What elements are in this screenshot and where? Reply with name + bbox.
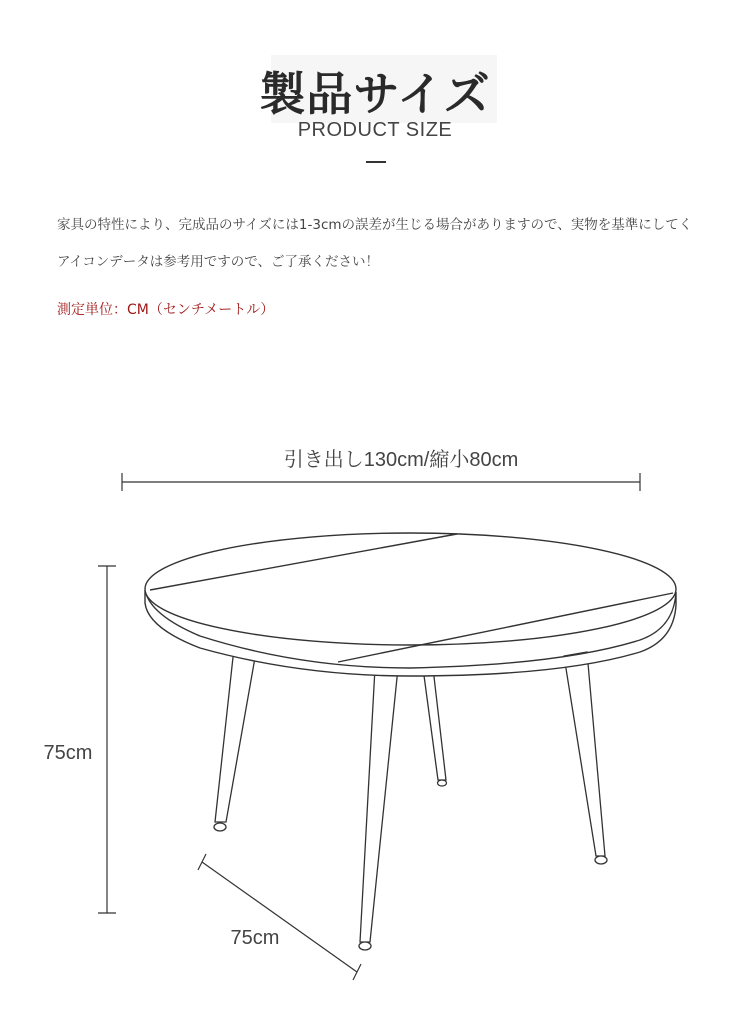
height-label: 75cm [43,742,93,764]
leg-front-right [564,652,605,856]
leg-front-left [215,648,256,822]
table-top [145,533,676,676]
unit-note: 測定単位：CM（センチメートル） [57,302,275,318]
disclaimer-text-1: 家具の特性により、完成品のサイズには1-3cmの誤差が生じる場合がありますので、実物を基準にしてく [57,217,693,233]
leg-front-center [360,668,398,942]
disclaimer-text-2: アイコンデータは参考用ですので、ご了承ください！ [57,254,379,270]
height-dimension-line [98,566,116,913]
page-title: 製品サイズ [259,67,491,121]
depth-label: 75cm [230,927,280,949]
width-dimension-line [122,473,640,491]
page-subtitle: PRODUCT SIZE [297,119,453,141]
leg-back-center [423,668,446,780]
table-legs [214,648,607,950]
width-label: 引き出し130cm/縮小80cm [283,449,519,471]
depth-dimension-line [198,854,361,980]
